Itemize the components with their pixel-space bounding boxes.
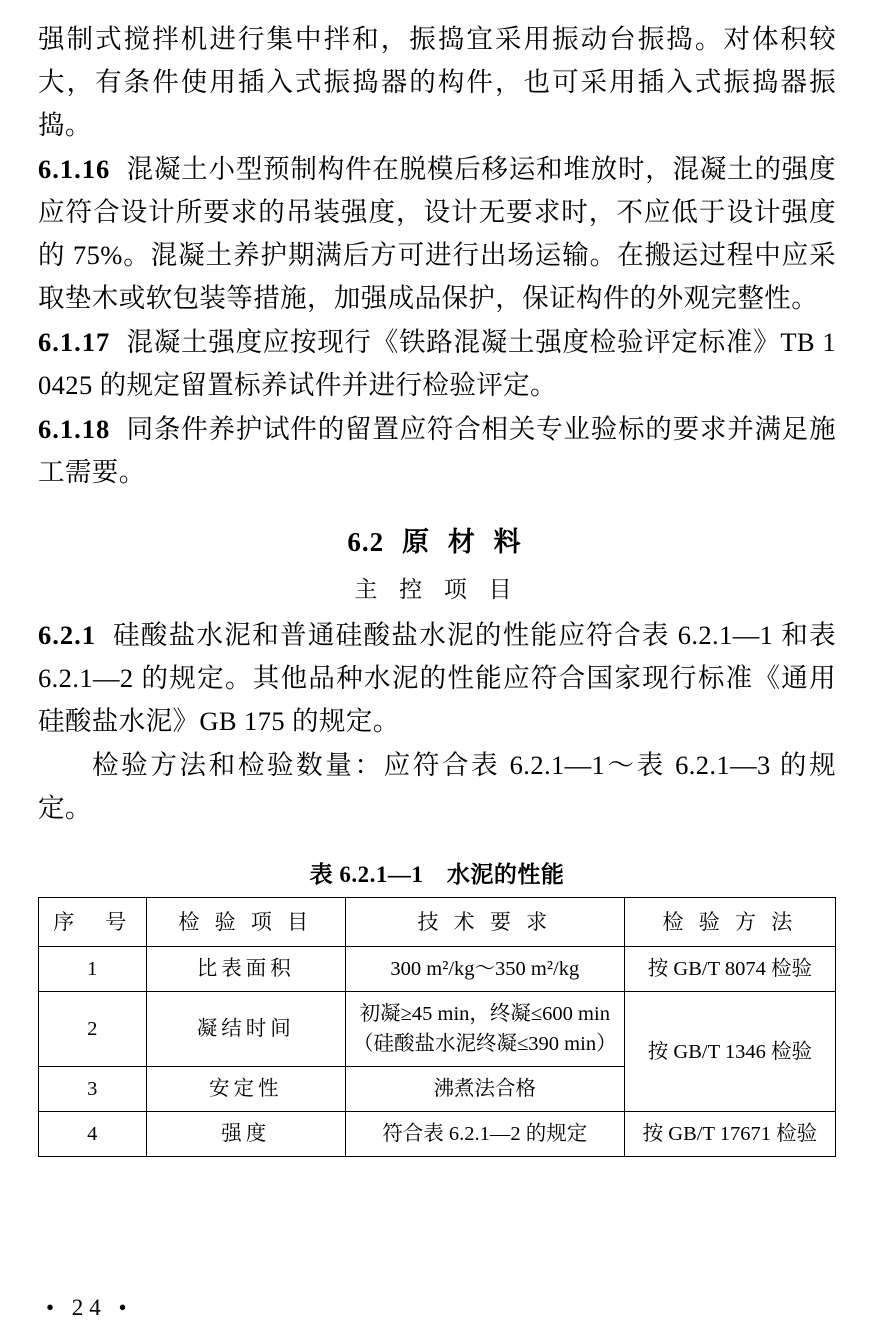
paragraph-inspection-method: 检验方法和检验数量：应符合表 6.2.1—1～表 6.2.1—3 的规定。 [38, 750, 836, 823]
cell-requirement: 沸煮法合格 [345, 1067, 624, 1112]
cell-item: 强度 [146, 1112, 345, 1157]
cell-method: 按 GB/T 8074 检验 [624, 947, 835, 992]
cell-requirement [345, 992, 624, 1067]
column-header-no: 序 号 [39, 898, 147, 947]
cell-no: 3 [39, 1067, 147, 1112]
paragraph-continued: 强制式搅拌机进行集中拌和，振捣宜采用振动台振捣。对体积较大，有条件使用插入式振捣器的构件，也可采用插入式振捣器振捣。 [38, 24, 836, 140]
column-header-requirement: 技 术 要 求 [345, 898, 624, 947]
table-caption: 表 6.2.1—1 水泥的性能 [309, 862, 565, 887]
paragraph-6-2-1 [38, 614, 836, 743]
clause-text: 混凝土强度应按现行《铁路混凝土强度检验评定标准》TB 10425 的规定留置标养试件并进行检验评定。 [38, 327, 836, 400]
paragraph-6-1-18 [38, 408, 836, 494]
clause-text: 硅酸盐水泥和普通硅酸盐水泥的性能应符合表 6.2.1—1 和表 6.2.1—2 的规定。其他品种水泥的性能应符合国家现行标准《通用硅酸盐水泥》GB 175 的规定。 [38, 620, 836, 736]
page-footer [0, 1295, 874, 1321]
cell-method: 按 GB/T 1346 检验 [624, 992, 835, 1112]
column-header-item: 检 验 项 目 [146, 898, 345, 947]
requirement-line-1: 初凝≥45 min，终凝≤600 min [359, 1003, 610, 1025]
section-number: 6.2 [347, 527, 385, 557]
clause-number: 6.1.16 [38, 154, 111, 184]
clause-text: 同条件养护试件的留置应符合相关专业验标的要求并满足施工需要。 [38, 414, 836, 487]
cement-performance-table [38, 897, 836, 1157]
table-row [39, 992, 836, 1067]
cell-no: 4 [39, 1112, 147, 1157]
section-title-text: 原 材 料 [402, 527, 527, 557]
cell-method: 按 GB/T 17671 检验 [624, 1112, 835, 1157]
cell-requirement: 符合表 6.2.1—2 的规定 [345, 1112, 624, 1157]
clause-number: 6.1.18 [38, 414, 111, 444]
page-number: • 24 • [46, 1295, 133, 1320]
column-header-method: 检 验 方 法 [624, 898, 835, 947]
requirement-line-2: （硅酸盐水泥终凝≤390 min） [353, 1033, 617, 1055]
cell-no: 1 [39, 947, 147, 992]
table-row [39, 947, 836, 992]
cell-item: 比表面积 [146, 947, 345, 992]
paragraph-6-1-16 [38, 148, 836, 320]
paragraph-6-1-17 [38, 321, 836, 407]
clause-number: 6.1.17 [38, 327, 111, 357]
table-row [39, 1112, 836, 1157]
clause-text: 混凝土小型预制构件在脱模后移运和堆放时，混凝土的强度应符合设计所要求的吊装强度，设计无要求时，不应低于设计强度的 75%。混凝土养护期满后方可进行出场运输。在搬运过程中应采取垫木或软包装等措施，加强成品保护，保证构件的外观完整性。 [38, 154, 836, 313]
cell-no: 2 [39, 992, 147, 1067]
cell-item: 安定性 [146, 1067, 345, 1112]
cell-item: 凝结时间 [146, 992, 345, 1067]
section-heading [38, 520, 836, 559]
table-header-row [39, 898, 836, 947]
subsection-heading: 主 控 项 目 [354, 577, 520, 602]
clause-number: 6.2.1 [38, 620, 96, 650]
cell-requirement: 300 m²/kg～350 m²/kg [345, 947, 624, 992]
